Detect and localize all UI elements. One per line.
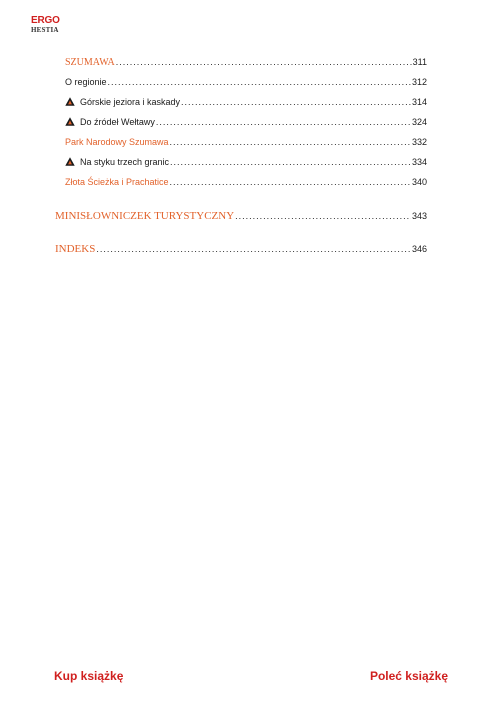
toc-leader-dots	[96, 244, 411, 254]
logo-brand-bottom: HESTIA	[31, 26, 59, 34]
toc-entry-page: 334	[411, 157, 427, 167]
toc-entry-indeks[interactable]	[55, 243, 427, 255]
toc-entry-page: 340	[411, 177, 427, 187]
toc-entry-title: Górskie jeziora i kaskady	[80, 97, 181, 107]
toc-leader-dots	[235, 211, 411, 221]
toc-entry-page: 332	[411, 137, 427, 147]
toc-entry-page: 314	[411, 97, 427, 107]
toc-entry-o-regionie[interactable]	[65, 77, 427, 87]
toc-entry-page: 324	[411, 117, 427, 127]
toc-leader-dots	[116, 57, 412, 67]
recommend-book-link[interactable]: Poleć książkę	[369, 669, 448, 683]
ergo-hestia-logo	[31, 16, 60, 34]
toc-entry-title: Na styku trzech granic	[80, 157, 170, 167]
toc-entry-minislowniczek[interactable]	[55, 210, 427, 222]
toc-entry-zlota-sciezka[interactable]	[65, 177, 427, 187]
toc-entry-styku-granic[interactable]	[65, 157, 427, 167]
toc-entry-title: INDEKS	[55, 243, 96, 255]
toc-entry-title: MINISŁOWNICZEK TURYSTYCZNY	[55, 210, 235, 222]
toc-entry-title: Park Narodowy Szumawa	[65, 137, 169, 147]
toc-entry-szumawa[interactable]	[65, 57, 427, 68]
logo-brand-top: ERGO	[31, 15, 60, 26]
toc-entry-zrodel-weltawy[interactable]	[65, 117, 427, 127]
toc-leader-dots	[170, 137, 411, 147]
toc-leader-dots	[170, 157, 411, 167]
toc-entry-page: 311	[412, 57, 427, 67]
buy-book-link[interactable]: Kup książkę	[54, 669, 124, 683]
route-triangle-icon	[65, 157, 75, 166]
toc-entry-title: Do źródeł Wełtawy	[80, 117, 155, 127]
toc-leader-dots	[156, 117, 411, 127]
toc-entry-title: O regionie	[65, 77, 107, 87]
toc-leader-dots	[170, 177, 411, 187]
toc-leader-dots	[108, 77, 411, 87]
toc-entry-gorskie-jeziora[interactable]	[65, 97, 427, 107]
route-triangle-icon	[65, 117, 75, 126]
toc-entry-page: 312	[411, 77, 427, 87]
toc-leader-dots	[181, 97, 411, 107]
toc-entry-park-narodowy[interactable]	[65, 137, 427, 147]
toc-entry-page: 346	[411, 244, 427, 254]
toc-entry-title: SZUMAWA	[65, 57, 115, 68]
toc-entry-title: Złota Ścieżka i Prachatice	[65, 177, 169, 187]
route-triangle-icon	[65, 97, 75, 106]
toc-entry-page: 343	[411, 211, 427, 221]
